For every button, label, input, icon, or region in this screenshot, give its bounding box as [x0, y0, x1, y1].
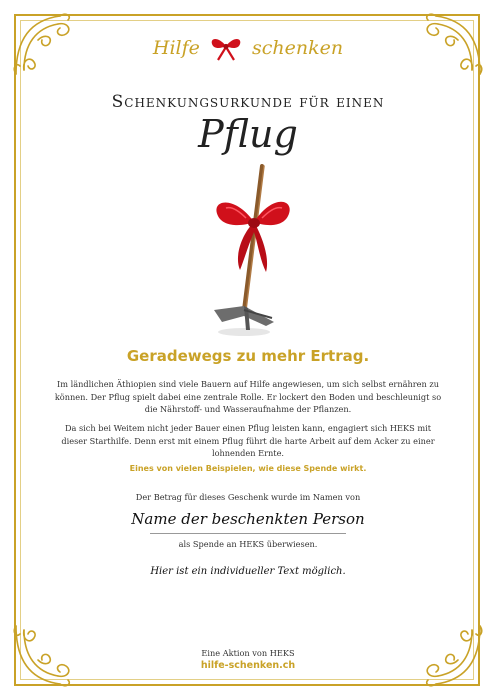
footer-action-line: Eine Aktion von HEKS	[201, 648, 295, 658]
certificate-headline: Schenkungsurkunde für einen	[111, 92, 385, 112]
plow-with-red-bow-icon	[196, 160, 306, 340]
red-bow-icon	[208, 34, 244, 62]
recipient-name: Name der beschenkten Person	[131, 510, 365, 528]
transfer-statement: als Spende an HEKS überwiesen.	[178, 539, 318, 549]
amount-statement: Der Betrag für dieses Geschenk wurde im Namen von	[135, 492, 361, 502]
recipient-underline	[150, 533, 346, 534]
footer-website-link[interactable]: hilfe-schenken.ch	[200, 660, 296, 671]
gift-name-title: Pflug	[198, 112, 298, 156]
certificate-subtitle: Geradewegs zu mehr Ertrag.	[126, 347, 370, 365]
hilfe-schenken-logo	[0, 34, 496, 70]
highlight-note: Eines von vielen Beispielen, wie diese Spende wirkt.	[129, 464, 367, 473]
description-paragraph-2: Da sich bei Weitem nicht jeder Bauer einen Pflug leisten kann, engagiert sich HEKS mit dieser Starthilfe. Denn erst mit einem Pflug führt die harte Arbeit auf dem Acker zu einer lohnenden Ernte.	[61, 423, 435, 458]
logo-word-left: Hilfe	[152, 37, 200, 59]
logo-word-right: schenken	[251, 37, 344, 59]
custom-message: Hier ist ein individueller Text möglich.	[150, 566, 346, 577]
description-paragraph-1: Im ländlichen Äthiopien sind viele Bauern auf Hilfe angewiesen, um sich selbst ernähren zu können. Der Pflug spielt dabei eine zentrale Rolle. Er lockert den Boden und beschleunigt so die Nährstoff- und Wasseraufnahme der Pflanzen.	[54, 379, 442, 414]
